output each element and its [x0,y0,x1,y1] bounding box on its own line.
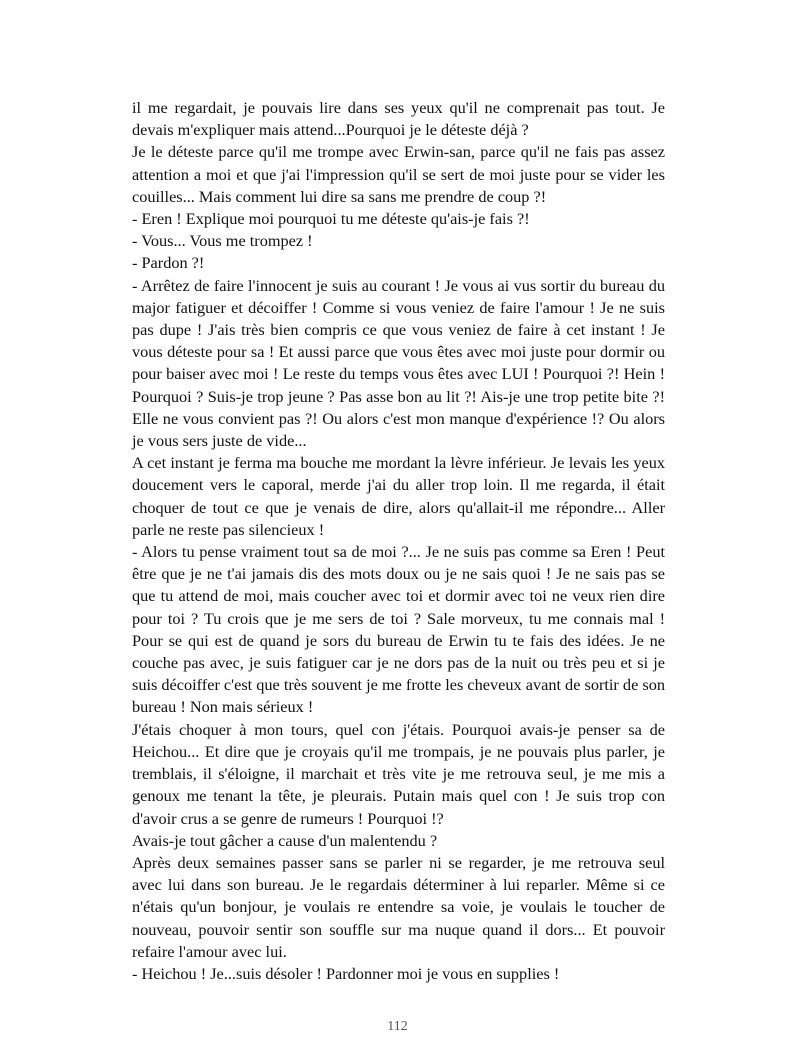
paragraph: J'étais choquer à mon tours, quel con j'étais. Pourquoi avais-je penser sa de Heichou... Et dire que je croyais qu'il me trompais, je ne pouvais plus parler, je tremblais, il s'éloigne, il marchait et très vite je me retrouva seul, je me mis a genoux me tenant la tête, je pleurais. Putain mais quel con ! Je suis trop con d'avoir crus a se genre de rumeurs ! Pourquoi !? [132,719,665,828]
paragraph: - Heichou ! Je...suis désoler ! Pardonner moi je vous en supplies ! [132,963,560,983]
paragraph: - Arrêtez de faire l'innocent je suis au courant ! Je vous ai vus sortir du bureau du major fatiguer et décoiffer ! Comme si vous veniez de faire l'amour ! Je ne suis pas dupe ! J'ais très bien compris ce que vous veniez de faire à cet instant ! Je vous déteste pour sa ! Et aussi parce que vous êtes avec moi juste pour dormir ou pour baiser avec moi ! Le reste du temps vous êtes avec LUI ! Pourquoi ?! Hein ! Pourquoi ? Suis-je trop jeune ? Pas asse bon au lit ?! Ais-je une trop petite bite ?! Elle ne vous convient pas ?! Ou alors c'est mon manque d'expérience !? Ou alors je vous sers juste de vide... [132,275,665,451]
paragraph: Avais-je tout gâcher a cause d'un malentendu ? [132,830,438,850]
paragraph: - Vous... Vous me trompez ! [132,231,313,251]
body-text [132,97,665,985]
paragraph: - Eren ! Explique moi pourquoi tu me déteste qu'ais-je fais ?! [132,209,530,229]
paragraph: A cet instant je ferma ma bouche me mordant la lèvre inférieur. Je levais les yeux doucement vers le caporal, merde j'ai du aller trop loin. Il me regarda, il était choquer de tout ce que je venais de dire, alors qu'allait-il me répondre... Aller parle ne reste pas silencieux ! [132,453,665,539]
paragraph: il me regardait, je pouvais lire dans ses yeux qu'il ne comprenait pas tout. Je devais m'expliquer mais attend...Pourquoi je le déteste déjà ? [132,98,665,140]
paragraph: Après deux semaines passer sans se parler ni se regarder, je me retrouva seul avec lui dans son bureau. Je le regardais déterminer à lui reparler. Même si ce n'étais qu'un bonjour, je voulais re entendre sa voie, je voulais le toucher de nouveau, pouvoir sentir son souffle sur ma nuque quand il dors... Et pouvoir refaire l'amour avec lui. [132,852,665,961]
paragraph: Je le déteste parce qu'il me trompe avec Erwin-san, parce qu'il ne fais pas assez attention a moi et que j'ai l'impression qu'il se sert de moi juste pour se vider les couilles... Mais comment lui dire sa sans me prendre de coup ?! [132,142,665,206]
paragraph: - Alors tu pense vraiment tout sa de moi ?... Je ne suis pas comme sa Eren ! Peut être que je ne t'ai jamais dis des mots doux ou je ne sais quoi ! Je ne sais pas se que tu attend de moi, mais coucher avec toi et dormir avec toi ne veux rien dire pour toi ? Tu crois que je me sers de toi ? Sale morveux, tu me connais mal ! Pour se qui est de quand je sors du bureau de Erwin tu te fais des idées. Je ne couche pas avec, je suis fatiguer car je ne dors pas de la nuit ou très peu et si je suis décoiffer c'est que très souvent je me frotte les cheveux avant de sortir de son bureau ! Non mais sérieux ! [132,542,665,717]
page-number: 112 [387,1019,408,1034]
paragraph: - Pardon ?! [132,253,205,273]
